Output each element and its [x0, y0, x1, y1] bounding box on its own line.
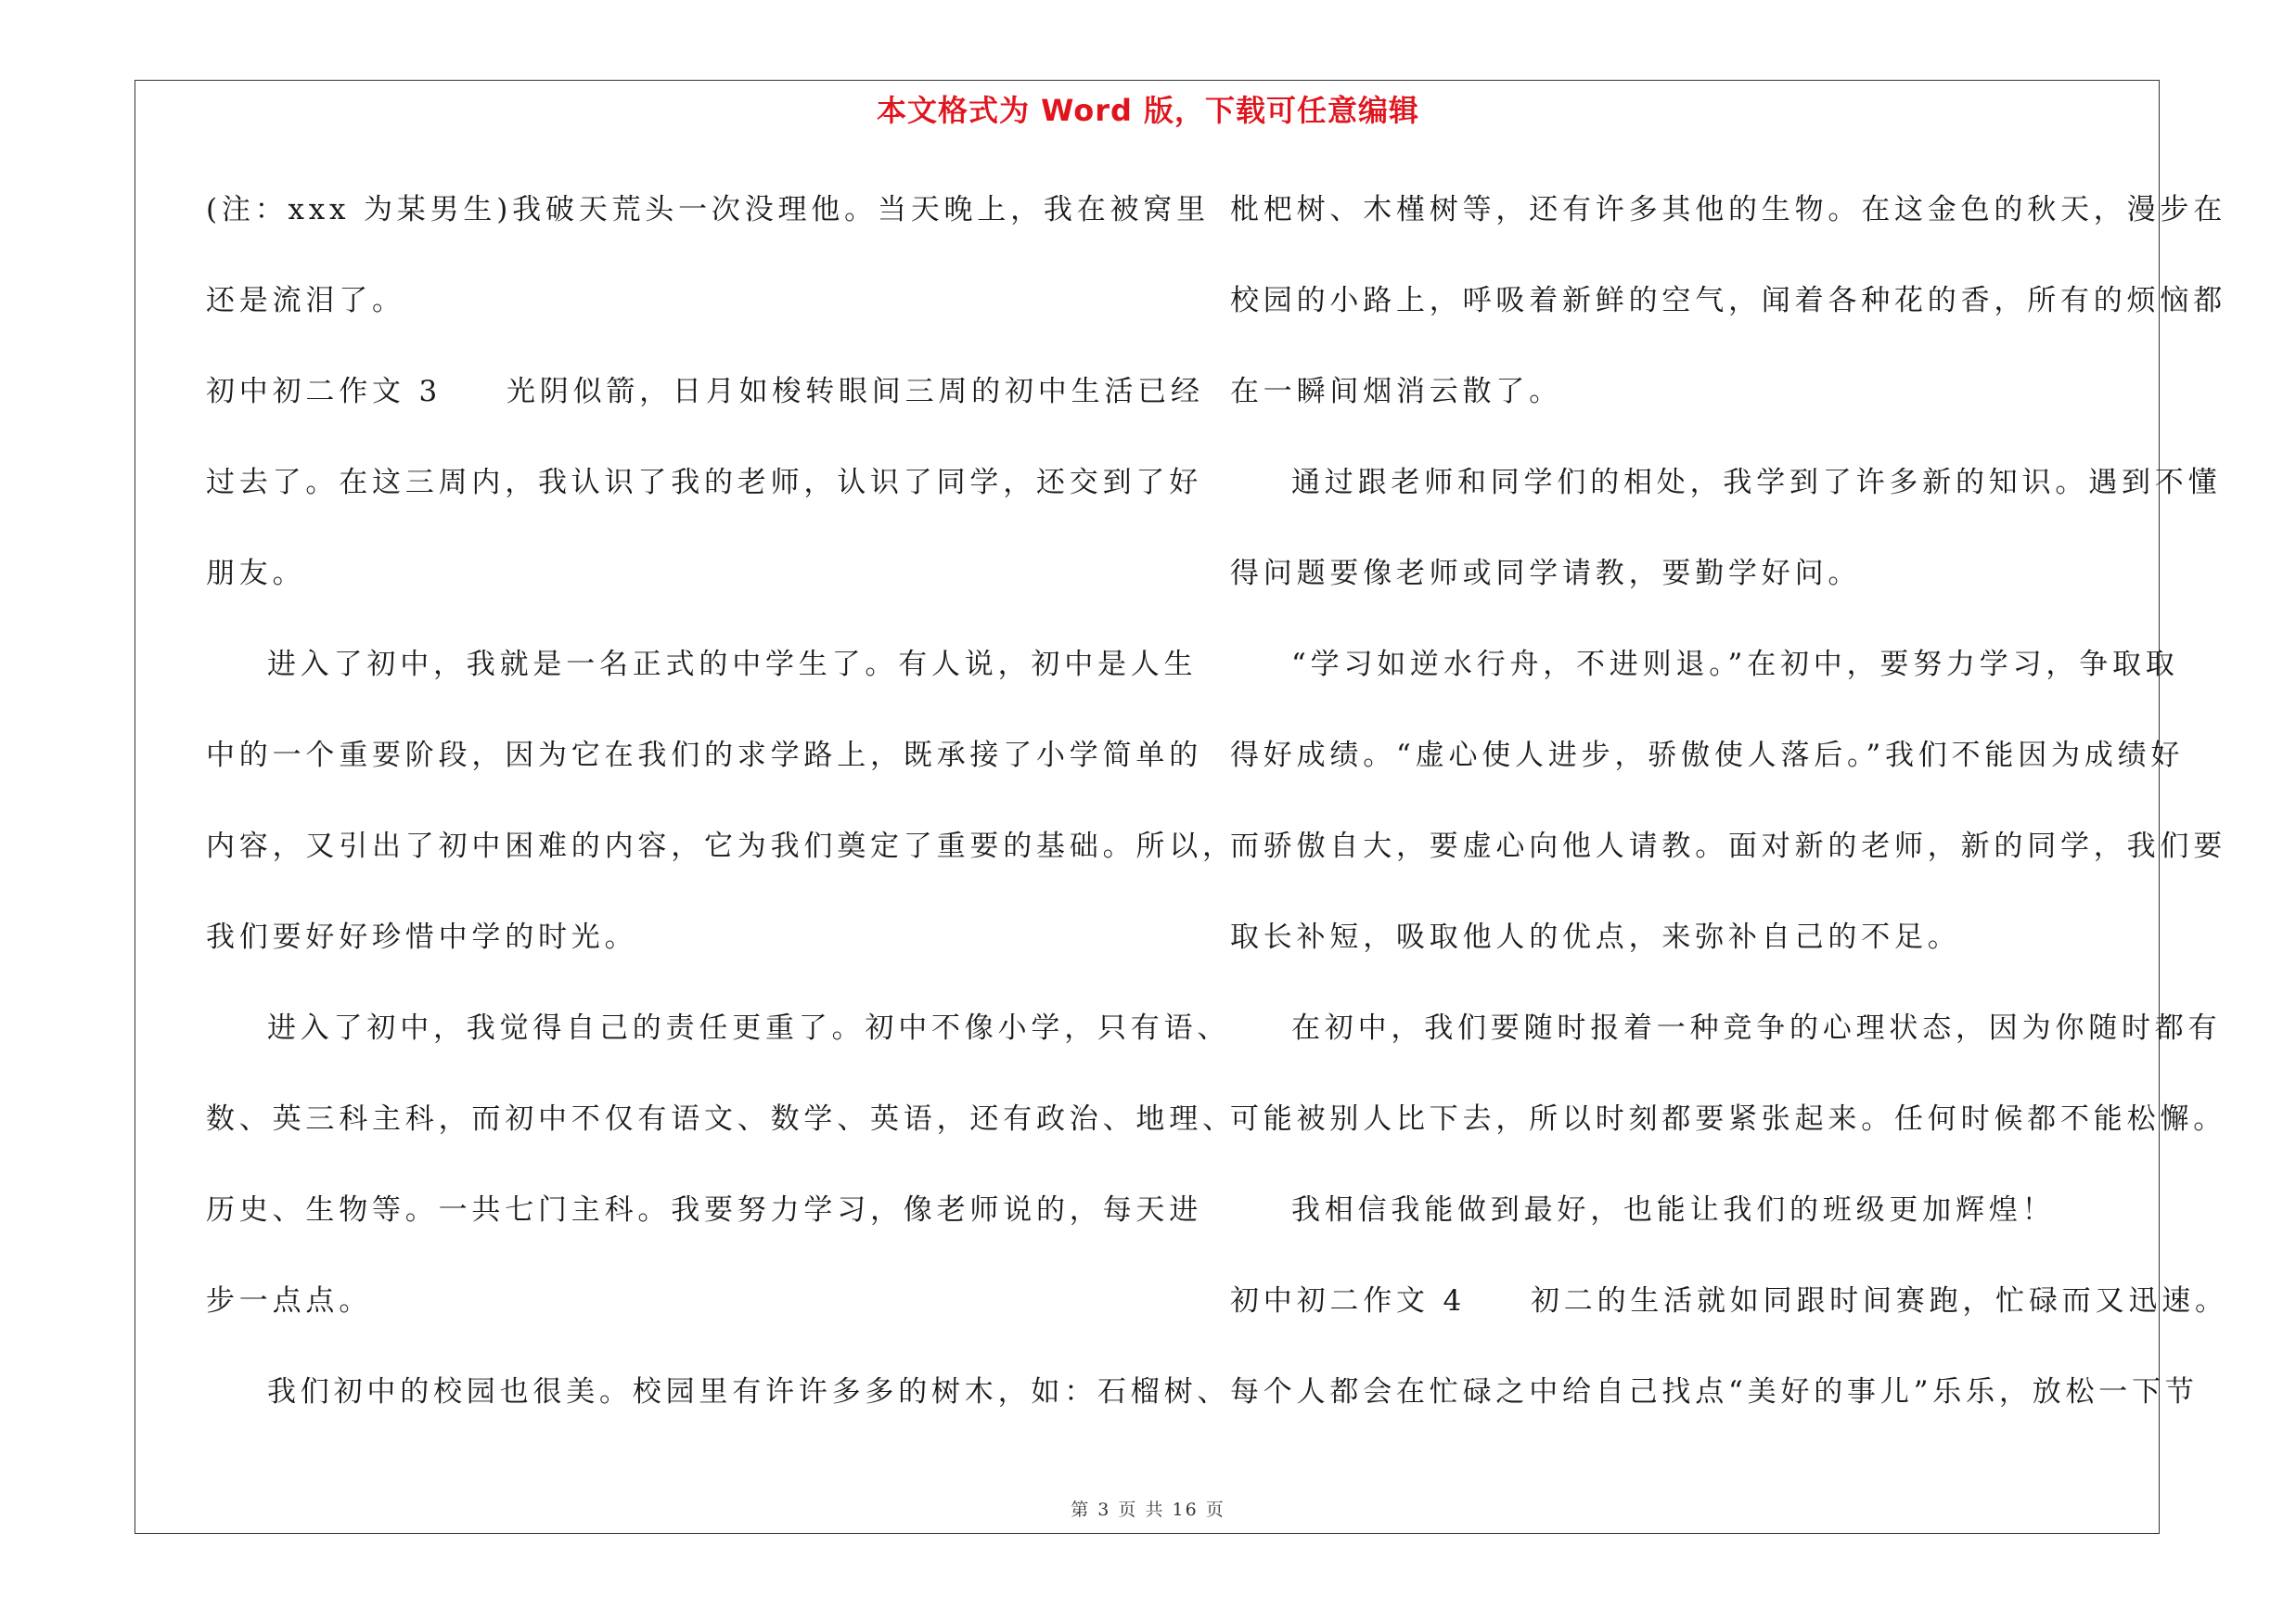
line-text: 光阴似箭，日月如梭转眼间三周的初中生活已经 — [506, 375, 1204, 408]
text-line — [1230, 637, 2179, 728]
line-text: 还是流泪了。 — [206, 284, 405, 317]
text-line — [1230, 1000, 2222, 1091]
text-line — [206, 546, 1134, 637]
essay-title: 初中初二作文 4 — [1230, 1284, 1466, 1318]
text-line — [1230, 182, 2226, 273]
text-line — [206, 909, 1134, 1000]
line-text: 取长补短，吸取他人的优点，来弥补自己的不足。 — [1230, 921, 1961, 954]
line-text: 过去了。在这三周内，我认识了我的老师，认识了同学，还交到了好 — [206, 466, 1202, 499]
text-line — [1230, 1091, 2226, 1182]
text-line — [1230, 546, 2162, 637]
line-text: 进入了初中，我觉得自己的责任更重了。初中不像小学，只有语、 — [267, 1011, 1231, 1045]
text-line — [1230, 818, 2226, 909]
text-line — [206, 273, 1134, 364]
line-text: 我们初中的校园也很美。校园里有许许多多的树木，如：石榴树、 — [267, 1375, 1231, 1409]
line-text: 在初中，我们要随时报着一种竞争的心理状态，因为你随时都有 — [1291, 1011, 2222, 1045]
line-text: 朋友。 — [206, 557, 306, 590]
line-text: 数、英三科主科，而初中不仅有语文、数学、英语，还有政治、地理、 — [206, 1102, 1236, 1136]
text-line — [206, 455, 1202, 546]
line-text: 通过跟老师和同学们的相处，我学到了许多新的知识。遇到不懂 — [1291, 466, 2222, 499]
text-line — [206, 1273, 1134, 1364]
page-number-footer: 第 3 页 共 16 页 — [1071, 1500, 1225, 1520]
line-text: 内容，又引出了初中困难的内容，它为我们奠定了重要的基础。所以， — [206, 830, 1236, 863]
line-text: 步一点点。 — [206, 1284, 372, 1318]
line-text: 初二的生活就如同跟时间赛跑，忙碌而又迅速。 — [1530, 1284, 2228, 1318]
line-text: 我相信我能做到最好，也能让我们的班级更加辉煌！ — [1291, 1193, 2056, 1227]
text-line — [206, 1364, 1231, 1455]
line-text: 每个人都会在忙碌之中给自己找点“美好的事儿”乐乐，放松一下节 — [1230, 1375, 2199, 1409]
right-column — [1230, 182, 2228, 1455]
text-line — [1230, 455, 2222, 546]
left-column — [206, 182, 1236, 1455]
line-text: 历史、生物等。一共七门主科。我要努力学习，像老师说的，每天进 — [206, 1193, 1202, 1227]
text-line — [1230, 1364, 2199, 1455]
essay-title: 初中初二作文 3 — [206, 375, 442, 408]
line-text: 在一瞬间烟消云散了。 — [1230, 375, 1562, 408]
line-text: 而骄傲自大，要虚心向他人请教。面对新的老师，新的同学，我们要 — [1230, 830, 2226, 863]
text-line — [1230, 1182, 2162, 1273]
word-format-notice: 本文格式为 Word 版，下载可任意编辑 — [876, 93, 1420, 128]
line-text: 得问题要像老师或同学请教，要勤学好问。 — [1230, 557, 1862, 590]
line-text: 得好成绩。“虚心使人进步，骄傲使人落后。”我们不能因为成绩好 — [1230, 739, 2185, 772]
text-line — [206, 818, 1236, 909]
line-text: 进入了初中，我就是一名正式的中学生了。有人说，初中是人生 — [267, 648, 1198, 681]
line-text: 枇杷树、木槿树等，还有许多其他的生物。在这金色的秋天，漫步在 — [1230, 193, 2226, 226]
text-line — [1230, 909, 2162, 1000]
text-line — [206, 728, 1202, 818]
line-text: “学习如逆水行舟，不进则退。”在初中，要努力学习，争取取 — [1291, 648, 2179, 681]
line-text: 可能被别人比下去，所以时刻都要紧张起来。任何时候都不能松懈。 — [1230, 1102, 2226, 1136]
text-line — [206, 1182, 1202, 1273]
text-line — [1230, 364, 2162, 455]
line-text: 校园的小路上，呼吸着新鲜的空气，闻着各种花的香，所有的烦恼都 — [1230, 284, 2226, 317]
text-line — [206, 1000, 1231, 1091]
text-line — [206, 637, 1198, 728]
text-line — [1230, 273, 2226, 364]
text-line — [206, 182, 1210, 273]
text-line — [206, 1091, 1236, 1182]
line-text: 我们要好好珍惜中学的时光。 — [206, 921, 638, 954]
text-line — [1230, 1273, 2228, 1364]
line-text: 中的一个重要阶段，因为它在我们的求学路上，既承接了小学简单的 — [206, 739, 1202, 772]
line-text: (注：xxx 为某男生)我破天荒头一次没理他。当天晚上，我在被窝里 — [206, 193, 1210, 226]
text-line — [206, 364, 1204, 455]
text-line — [1230, 728, 2185, 818]
